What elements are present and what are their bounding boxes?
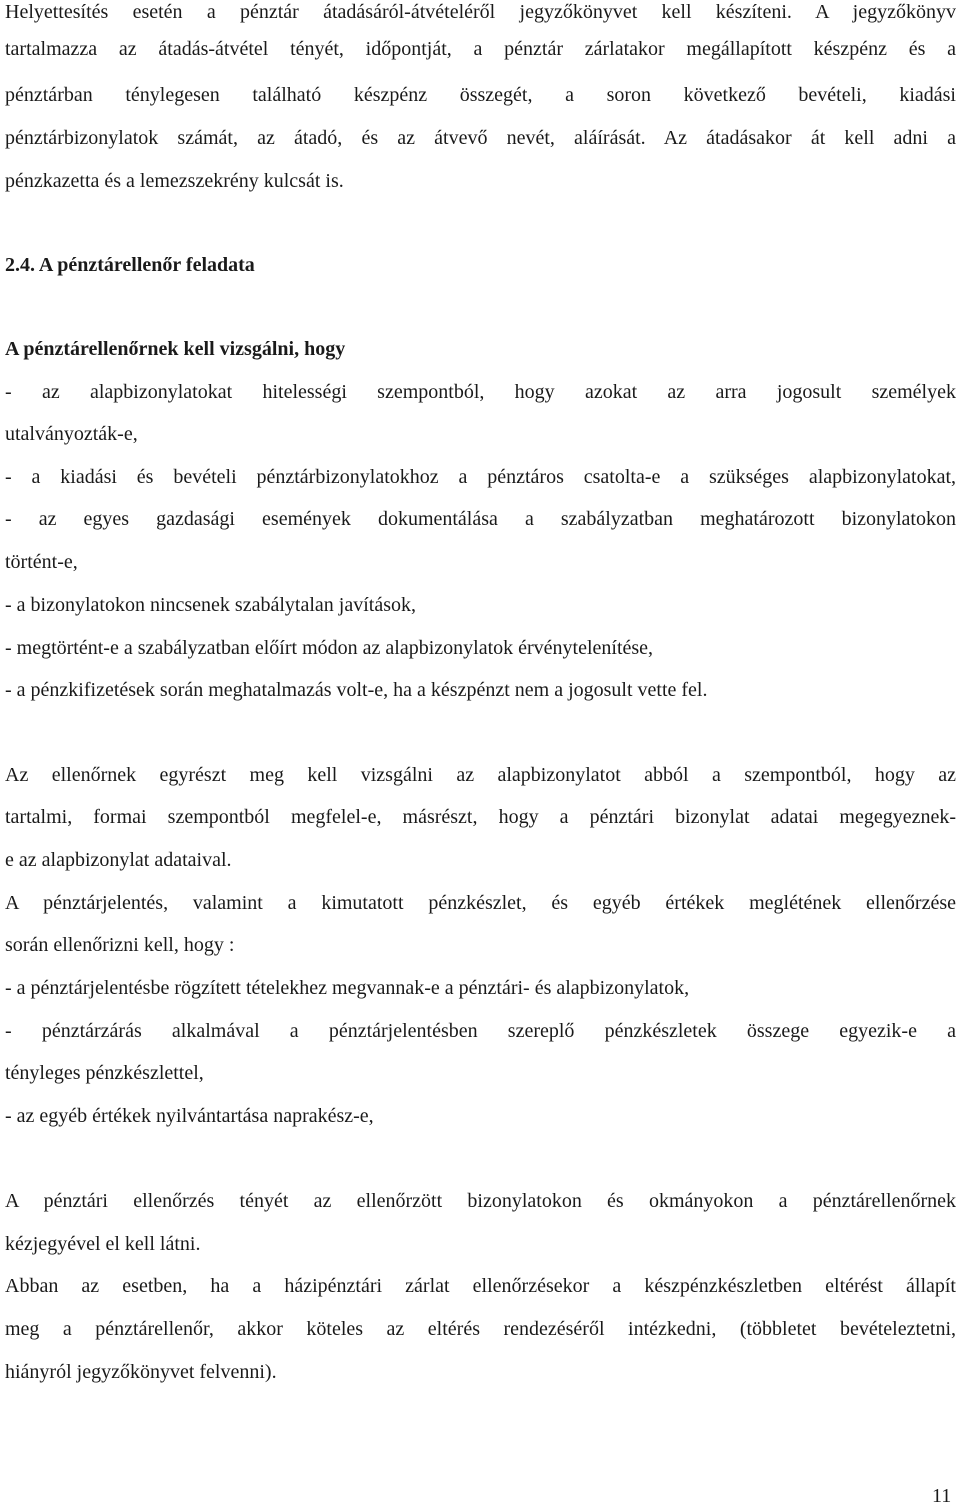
subheading: A pénztárellenőrnek kell vizsgálni, hogy — [5, 338, 346, 360]
section-heading: 2.4. A pénztárellenőr feladata — [5, 254, 255, 276]
list-item-continuation: tényleges pénzkészlettel, — [5, 1062, 204, 1084]
list-item: - a bizonylatokon nincsenek szabálytalan javítások, — [5, 594, 416, 616]
text-line: kézjegyével el kell látni. — [5, 1233, 201, 1255]
list-item: - a kiadási és bevételi pénztárbizonylatokhoz a pénztáros csatolta-e a szükséges alapbizonylatokat, — [5, 466, 956, 488]
text-line: pénztárbizonylatok számát, az átadó, és az átvevő nevét, aláírását. Az átadásakor át kell adni a — [5, 127, 956, 149]
text-line: meg a pénztárellenőr, akkor köteles az eltérés rendezéséről intézkedni, (többletet bevételeztetni, — [5, 1318, 956, 1340]
text-line: pénztárban ténylegesen található készpénz összegét, a soron következő bevételi, kiadási — [5, 84, 956, 106]
page-number: 11 — [932, 1485, 952, 1507]
text-line: tartalmazza az átadás-átvétel tényét, időpontját, a pénztár zárlatakor megállapított készpénz és a — [5, 38, 956, 60]
list-item: - az alapbizonylatokat hitelességi szempontból, hogy azokat az arra jogosult személyek — [5, 381, 956, 403]
text-line: e az alapbizonylat adataival. — [5, 849, 232, 871]
list-item: - a pénzkifizetések során meghatalmazás volt-e, ha a készpénzt nem a jogosult vette fel. — [5, 679, 708, 701]
list-item: - megtörtént-e a szabályzatban előírt módon az alapbizonylatok érvénytelenítése, — [5, 637, 654, 659]
text-line: során ellenőrizni kell, hogy : — [5, 934, 235, 956]
text-line: A pénztári ellenőrzés tényét az ellenőrzött bizonylatokon és okmányokon a pénztárellenőrnek — [5, 1190, 956, 1212]
text-line: pénzkazetta és a lemezszekrény kulcsát is. — [5, 170, 344, 192]
text-line: Helyettesítés esetén a pénztár átadásáról-átvételéről jegyzőkönyvet kell készíteni. A jegyzőkönyv — [5, 1, 956, 23]
text-line: Az ellenőrnek egyrészt meg kell vizsgálni az alapbizonylatot abból a szempontból, hogy az — [5, 764, 956, 786]
text-line: A pénztárjelentés, valamint a kimutatott pénzkészlet, és egyéb értékek meglétének ellenőrzése — [5, 892, 956, 914]
list-item: - pénztárzárás alkalmával a pénztárjelentésben szereplő pénzkészletek összege egyezik-e a — [5, 1020, 956, 1042]
list-item: - a pénztárjelentésbe rögzített tételekhez megvannak-e a pénztári- és alapbizonylatok, — [5, 977, 690, 999]
text-line: hiányról jegyzőkönyvet felvenni). — [5, 1361, 277, 1383]
list-item-continuation: utalványozták-e, — [5, 423, 138, 445]
list-item: - az egyes gazdasági események dokumentálása a szabályzatban meghatározott bizonylatokon — [5, 508, 956, 530]
list-item-continuation: történt-e, — [5, 551, 78, 573]
list-item: - az egyéb értékek nyilvántartása naprakész-e, — [5, 1105, 374, 1127]
text-line: tartalmi, formai szempontból megfelel-e, másrészt, hogy a pénztári bizonylat adatai megegyeznek- — [5, 806, 956, 828]
text-line: Abban az esetben, ha a házipénztári zárlat ellenőrzésekor a készpénzkészletben eltérést állapít — [5, 1275, 956, 1297]
